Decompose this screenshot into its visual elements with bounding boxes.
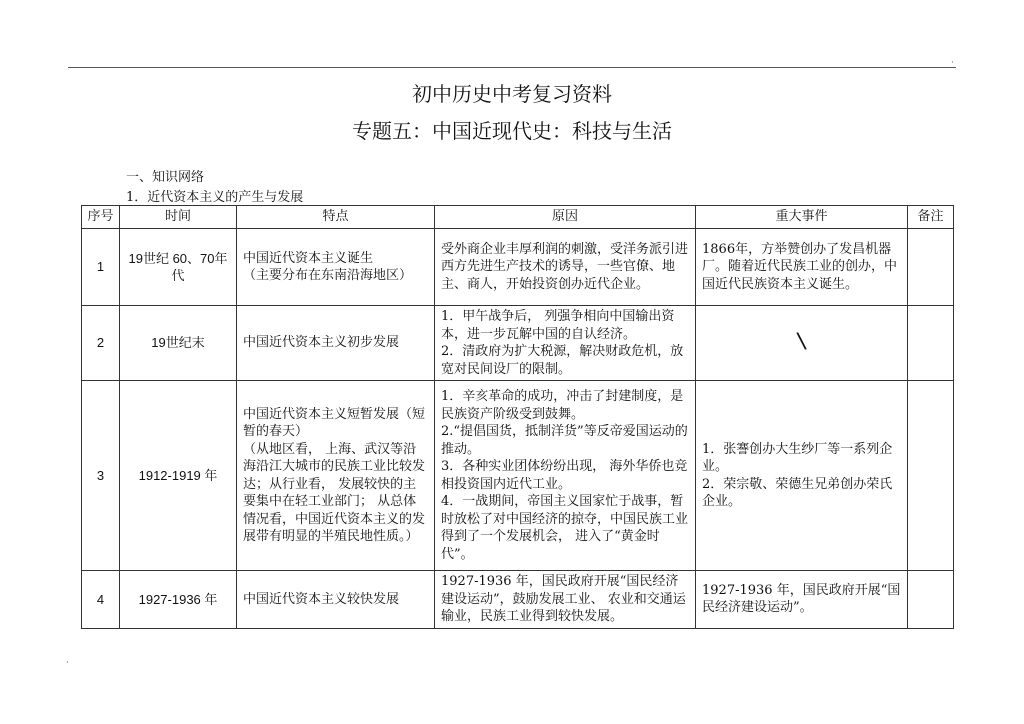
empty-slash-mark: \ (795, 328, 808, 355)
header-rule (68, 67, 956, 68)
row-num: 3 (82, 381, 120, 571)
header-feature: 特点 (237, 206, 435, 229)
row-note (908, 571, 954, 629)
table-row (82, 229, 954, 306)
reason-line: 2．清政府为扩大税源，解决财政危机，放宽对民间设厂的限制。 (441, 344, 684, 377)
row-note (908, 381, 954, 571)
row-reason (435, 229, 696, 306)
document-subtitle: 专题五：中国近现代史：科技与生活 (352, 119, 672, 143)
reason-line: 受外商企业丰厚利润的刺激，受洋务派引进西方先进生产技术的诱导，一些官僚、地主、商人，开始投资创办近代企业。 (441, 241, 689, 292)
row-note (908, 229, 954, 306)
reason-line: 2.“提倡国货，抵制洋货”等反帝爱国运动的推动。 (441, 424, 688, 457)
row-event (696, 571, 908, 629)
row-feature (237, 306, 435, 381)
event-line: 1．张謇创办大生纱厂等一系列企业。 (702, 441, 893, 474)
section-heading: 一、知识网络 (126, 170, 205, 185)
row-num: 2 (82, 306, 120, 381)
row-note (908, 306, 954, 381)
table-row (82, 381, 954, 571)
feature-line: （主要分布在东南沿海地区） (243, 268, 413, 283)
row-num: 1 (82, 229, 120, 306)
history-table (81, 205, 954, 629)
row-reason (435, 571, 696, 629)
row-event (696, 306, 908, 381)
reason-line: 1927-1936 年，国民政府开展“国民经济建设运动”，鼓励发展工业、 农业和交通运输业，民族工业得到较快发展。 (441, 574, 686, 624)
row-event (696, 229, 908, 306)
document-title: 初中历史中考复习资料 (412, 82, 612, 106)
reason-line: 4．一战期间，帝国主义国家忙于战事，暂时放松了对中国经济的掠夺，中国民族工业得到了一个发展机会， 进入了“黄金时代”。 (441, 494, 689, 562)
row-time: 1912-1919 年 (120, 381, 237, 571)
reason-line: 3．各种实业团体纷纷出现， 海外华侨也竞相投资国内近代工业。 (441, 459, 688, 492)
row-time: 19世纪 60、70年代 (120, 229, 237, 306)
subsection-heading: 1．近代资本主义的产生与发展 (126, 190, 304, 205)
row-num: 4 (82, 571, 120, 629)
feature-line: 中国近代资本主义短暂发展（短暂的春天） (243, 406, 426, 439)
header-num: 序号 (82, 206, 120, 229)
corner-mark: · (951, 58, 954, 68)
feature-line: 中国近代资本主义较快发展 (243, 591, 400, 607)
header-event: 重大事件 (696, 206, 908, 229)
feature-line: （从地区看， 上海、武汉等沿海沿江大城市的民族工业比较发达；从行业看， 发展较快的主要集中在轻工业部门； 从总体情况看，中国近代资本主义的发展带有明显的半殖民地性质。） (243, 441, 426, 544)
row-event (696, 381, 908, 571)
header-time: 时间 (120, 206, 237, 229)
table-header-row (82, 206, 954, 229)
header-note: 备注 (908, 206, 954, 229)
row-feature (237, 381, 435, 571)
event-line: 1866年，方举赞创办了发昌机器厂。随着近代民族工业的创办，中国近代民族资本主义诞生。 (702, 241, 898, 292)
row-time: 19世纪末 (120, 306, 237, 381)
feature-line: 中国近代资本主义初步发展 (243, 335, 400, 351)
corner-mark: · (66, 658, 69, 668)
header-reason: 原因 (435, 206, 696, 229)
row-time: 1927-1936 年 (120, 571, 237, 629)
row-feature (237, 571, 435, 629)
event-line: 1927-1936 年，国民政府开展“国民经济建设运动”。 (702, 582, 901, 616)
table-row (82, 306, 954, 381)
row-reason (435, 381, 696, 571)
reason-line: 1．辛亥革命的成功，冲击了封建制度，是民族资产阶级受到鼓舞。 (441, 389, 684, 422)
feature-line: 中国近代资本主义诞生 (243, 250, 374, 266)
table-row (82, 571, 954, 629)
row-reason (435, 306, 696, 381)
row-feature (237, 229, 435, 306)
event-line: 2．荣宗敬、荣德生兄弟创办荣氏企业。 (702, 476, 893, 509)
reason-line: 1．甲午战争后， 列强争相向中国输出资本，进一步瓦解中国的自认经济。 (441, 309, 675, 342)
